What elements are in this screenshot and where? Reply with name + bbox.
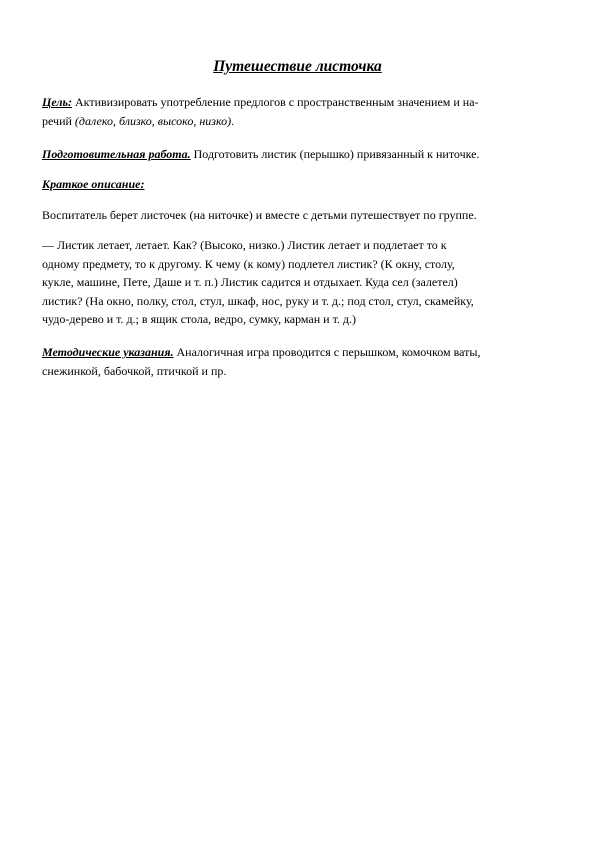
dialog-line: чудо-дерево и т. д.; в ящик стола, ведро, сумку, карман и т. д.) (42, 312, 357, 327)
goal-line-2 (42, 112, 562, 131)
method-line-2: снежинкой, бабочкой, птичкой и пр. (42, 363, 227, 378)
goal-text-1: Активизировать употребление предлогов с пространственным значением и на- (72, 95, 479, 109)
prep-label: Подготовительная работа. (42, 147, 191, 161)
dialog-line: кукле, машине, Пете, Даше и т. п.) Листик садится и отдыхает. Куда сел (залетел) (42, 275, 458, 290)
summary-paragraph (42, 175, 562, 194)
summary-label: Краткое описание: (42, 177, 145, 191)
goal-adverbs: (далеко, близко, высоко, низко) (74, 113, 232, 128)
method-paragraph (42, 343, 562, 380)
intro-paragraph (42, 206, 562, 225)
method-line-1 (42, 343, 562, 362)
document-title: Путешествие листочка (213, 58, 382, 75)
goal-paragraph (42, 93, 562, 130)
dialog-line: — Листик летает, летает. Как? (Высоко, низко.) Листик летает и подлетает то к (42, 238, 447, 252)
method-text-1: Аналогичная игра проводится с перышком, комочком ваты, (173, 345, 481, 359)
intro-text: Воспитатель берет листочек (на ниточке) и вместе с детьми путешествует по группе. (42, 208, 477, 222)
prep-line (42, 145, 562, 164)
dialog-line: одному предмету, то к другому. К чему (к кому) подлетел листик? (К окну, столу, (42, 256, 455, 271)
dialog-line: листик? (На окно, полку, стол, стул, шкаф, нос, руку и т. д.; под стол, стул, скамейку, (42, 293, 474, 308)
prep-text: Подготовить листик (перышко) привязанный к ниточке. (190, 147, 480, 161)
method-label: Методические указания. (42, 345, 174, 359)
prep-paragraph (42, 145, 562, 164)
goal-label: Цель: (42, 95, 72, 109)
goal-line-1 (42, 93, 562, 112)
goal-text-2: речий (42, 113, 75, 128)
dialog-paragraph (42, 236, 562, 329)
goal-text-end: . (231, 113, 235, 128)
